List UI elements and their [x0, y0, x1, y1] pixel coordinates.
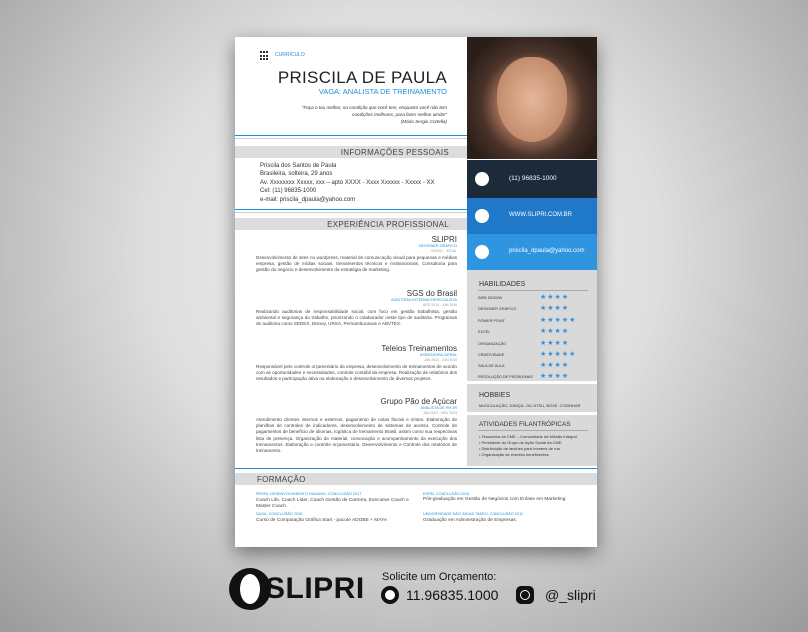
vacancy-title: VAGA: ANALISTA DE TREINAMENTO: [318, 87, 447, 96]
charity-item: • Presidente do Grupo de Ação Social da CME.: [479, 440, 563, 445]
hobbies-title: HOBBIES: [479, 392, 511, 399]
job-company: SLIPRI: [431, 235, 457, 244]
sidebar-divider: [467, 412, 597, 415]
skills-rule: [478, 290, 588, 291]
phone-icon: [475, 172, 489, 186]
header-gray-rule: [235, 138, 467, 139]
instagram-icon-lens: [520, 590, 530, 600]
brand-logo-text: SLIPRI: [265, 572, 365, 605]
charity-item: • Organização de eventos beneficentes.: [479, 452, 550, 457]
instagram-icon: [516, 586, 534, 604]
skill-name: DESIGNER GRÁFICO: [478, 307, 517, 311]
charity-rule: [478, 430, 588, 431]
globe-icon: [475, 209, 489, 223]
education-label: SAGA, CONCLUSÃO 2016: [256, 512, 303, 516]
job-role: AUDITORA EXTERNA ESPECIALISTA: [391, 298, 457, 302]
personal-section-header: [235, 146, 467, 158]
skill-stars: ★★★★★: [540, 351, 577, 358]
skill-stars: ★★★★: [540, 328, 570, 335]
skill-name: POWER POINT: [478, 319, 506, 323]
personal-line: Priscila dos Santos de Paula: [260, 163, 337, 169]
whatsapp-icon-inner: [385, 590, 395, 600]
skill-stars: ★★★★★: [540, 317, 577, 324]
grid-icon: [260, 51, 270, 61]
job-company: Teleios Treinamentos: [381, 344, 457, 353]
personal-rule: [235, 209, 467, 210]
job-period: 03/2017 - ATUAL: [431, 249, 457, 253]
brand-logo-inner: [240, 574, 260, 604]
instagram-handle: @_slipri: [545, 587, 596, 603]
education-text: Curso de Computação Gráfica Start - pacote ADOBE + MAYA: [256, 518, 388, 523]
skill-name: ORGANIZAÇÃO: [478, 342, 507, 346]
education-label: ESPM, CONCLUSÃO 2015: [423, 492, 470, 496]
skill-stars: ★★★★: [540, 305, 570, 312]
personal-line: Brasileira, solteira, 29 anos: [260, 171, 333, 177]
job-company: Grupo Pão de Açúcar: [380, 397, 457, 406]
site-text: WWW.SLIPRI.COM.BR: [509, 212, 572, 218]
experience-section-header: [235, 218, 467, 230]
skill-name: EXCEL: [478, 330, 491, 334]
job-period: AGO 2014 - JUN 2016: [422, 303, 457, 307]
education-label: PERFIL DESENVOLVIMENTO HUMANO, CONCLUSÃO 2017: [256, 492, 362, 496]
education-text: Graduação em Administração de Empresas.: [423, 518, 518, 523]
skill-name: SALA DE AULA: [478, 364, 505, 368]
job-role: ANALISTA DE RH JR: [420, 406, 457, 410]
job-description: Atendimento clientes internos e externos, pagamento de notas fiscais e síntes. Elaboração de planilhas de controles de indicadores, desenvolvimento de sistemas de acesso. Controle de pagamentos de benefício de idiomas, logística de treinamento Brasil, assim como sua respectivas lista de presença. Organização de material, convocação e acompanhamento da execução dos treinamentos. Elaboração e controle orçamentário. Desenvolvimento e Controle dos relatórios de treinamento.: [256, 417, 457, 454]
skill-stars: ★★★★: [540, 340, 570, 347]
skill-name: CRIATIVIDADE: [478, 353, 505, 357]
face-shape: [497, 57, 567, 142]
education-section-title: FORMAÇÃO: [257, 475, 306, 484]
quote-line-2: condições melhores, para fazer melhor ainda!": [352, 112, 447, 117]
education-rule: [235, 468, 597, 469]
hobbies-text: MUSCULAÇÃO, DANÇA, JIU-JITSU, BOXE, COZINHAR: [479, 403, 581, 408]
header-rule: [235, 135, 467, 136]
education-text: Coach Life, Coach Líder, Coach Gestão de Carreira, Executive Coach e Master Coach.: [256, 498, 409, 509]
personal-line: Cel: (11) 96835-1000: [260, 188, 317, 194]
charity-item: • Distribuição de lanches para homens de rua.: [479, 446, 561, 451]
skill-name: WEB DESIGN: [478, 296, 503, 300]
personal-line: e-mail: priscila_dpaula@yahoo.com: [260, 197, 356, 203]
job-company: SGS do Brasil: [406, 289, 457, 298]
skill-stars: ★★★★: [540, 373, 570, 380]
skill-stars: ★★★★: [540, 362, 570, 369]
job-role: DESIGNER GRÁFICO: [418, 244, 457, 248]
email-text: priscila_dpaula@yahoo.com: [509, 248, 585, 254]
education-section-header: [235, 473, 597, 485]
job-period: JAN 2007 - NOV 2013: [423, 411, 457, 415]
candidate-name: PRISCILA DE PAULA: [277, 68, 447, 87]
job-description: Realizando auditorias de responsabilidade social, com foco em gestão trabalhista, gestão ambiental e segurança do trabalho, priorizando o colaborador neste tipo de auditoria. Programas de auditoria como SEDEX, Disney, URSA, Pernambucanas e ABVTEX.: [256, 309, 457, 327]
quote-line-1: "Faça o teu melhor, na condição que você tem, enquanto você não tem: [301, 105, 447, 110]
resume-sheet: [235, 37, 597, 547]
job-role: ASSESSORA GERAL: [419, 353, 457, 357]
charity-item: • Tesoureira da CME – Comunidade da Missão Integral.: [479, 434, 578, 439]
curriculum-label: CURRÍCULO: [275, 52, 305, 58]
charity-title: ATIVIDADES FILANTRÓPICAS: [479, 421, 571, 428]
whatsapp-number: 11.96835.1000: [406, 587, 499, 603]
contact-phone: [467, 160, 597, 198]
profile-photo: [467, 37, 597, 159]
job-description: Desenvolvimento de sites no wordpress, material de comunicação visual para pequenas e médias empresa, gestão de mídias sociais, treinamentos técnicos e motivacionais. Consultoria para gestão do negócio e desenvolvimento da estratégia de marketing.: [256, 255, 457, 273]
personal-section-title: INFORMAÇÕES PESSOAIS: [340, 148, 449, 157]
education-text: Pós-graduação em Gestão de Negócios com Enfase em Marketing: [423, 497, 566, 502]
personal-gray-rule: [235, 212, 467, 213]
education-label: UNIVERSIDADE SÃO JUDAS TADEU, CONCLUSÃO 2011: [423, 512, 524, 516]
job-description: Responsável pelo controle orçamentário da empresa, desenvolvimento de treinamentos de acordo com as oportunidades e necessidades, controle contábil da empresa. Realização de relatórios dos resultados e participação ativa na elaboração e desenvolvimento de diversos projetos.: [256, 364, 457, 382]
experience-section-title: EXPERIÊNCIA PROFISSIONAL: [327, 220, 449, 229]
personal-line: Av. Xxxxxxxx Xxxxx, xxx – apto XXXX - Xxxx Xxxxxx - Xxxxx - XX: [260, 180, 435, 186]
quote-author: (Mário Sergio Cortella): [400, 119, 447, 124]
contact-email: [467, 234, 597, 270]
contact-site: [467, 198, 597, 234]
mail-icon: [475, 245, 489, 259]
sidebar-divider: [467, 381, 597, 384]
job-period: JAN 2014 - JUN 2014: [424, 358, 457, 362]
skills-title: HABILIDADES: [479, 281, 526, 288]
whatsapp-icon: [381, 586, 399, 604]
skill-name: RESOLUÇÃO DE PROBLEMAS: [478, 375, 533, 379]
skill-stars: ★★★★: [540, 294, 570, 301]
phone-text: (11) 96835-1000: [509, 175, 557, 182]
cta-text: Solicite um Orçamento:: [382, 571, 497, 583]
